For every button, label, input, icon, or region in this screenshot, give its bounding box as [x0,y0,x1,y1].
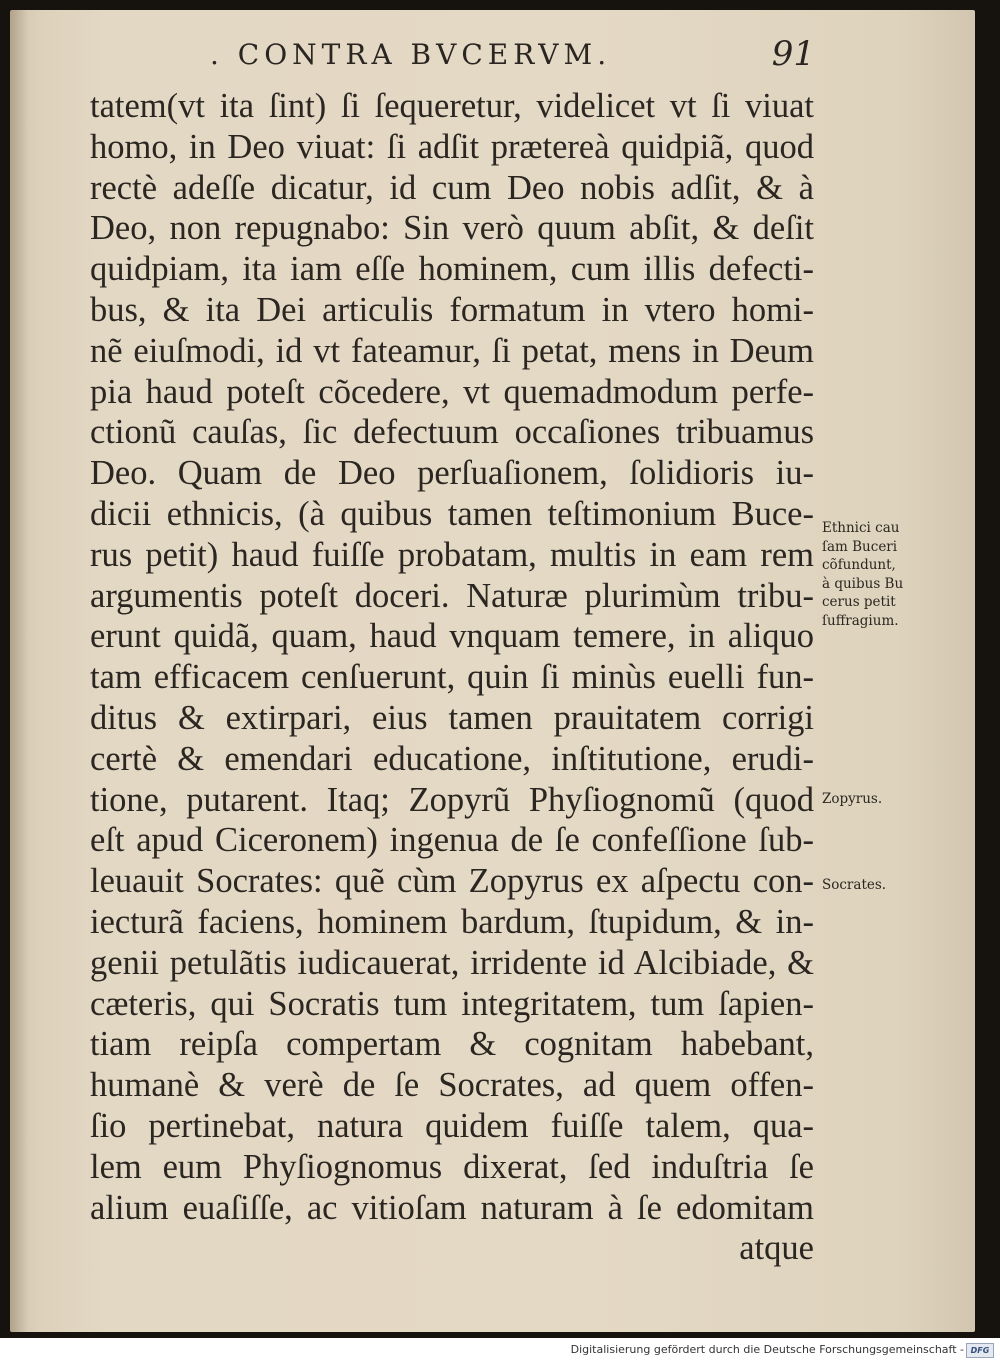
text-line: erunt quidã, quam, haud vnquam temere, in aliquo [90,617,814,656]
running-head: . CONTRA BVCERVM. [210,38,612,71]
text-line: eſt apud Ciceronem) ingenua de ſe confeſſione ſub- [90,821,814,860]
text-line: ditus & extirpari, eius tamen prauitatem corrigi [90,698,814,737]
marginal-line: ſam Buceri [822,538,898,555]
text-line: rectè adeſſe dicatur, id cum Deo nobis adſit, & à [90,168,814,207]
text-line: humanè & verè de ſe Socrates, ad quem offen- [90,1066,814,1105]
text-line: alium euaſiſſe, ac vitioſam naturam à ſe edomitam [90,1188,814,1227]
dfg-logo-icon: DFG [966,1343,994,1358]
text-line: pia haud poteſt cõcedere, vt quemadmodum perfe- [90,372,814,411]
text-line: quidpiam, ita iam eſſe hominem, cum illis defecti- [90,250,814,289]
text-line: bus, & ita Dei articulis formatum in vtero homi- [90,290,814,329]
text-line: certè & emendari educatione, inſtitutione, erudi- [90,739,814,778]
text-line: ſio pertinebat, natura quidem fuiſſe talem, qua- [90,1106,814,1145]
text-line: ctionũ cauſas, ſic defectuum occaſiones tribuamus [90,413,814,452]
text-line: Deo. Quam de Deo perſuaſionem, ſolidioris iu- [90,454,814,493]
book-page [10,10,975,1332]
text-line: tatem(vt ita ſint) ſi ſequeretur, videlicet vt ſi viuat [90,87,814,125]
text-line: Deo, non repugnabo: Sin verò quum abſit, & deſit [90,209,814,248]
text-line: rus petit) haud fuiſſe probatam, multis in eam rem [90,535,814,574]
marginal-note-ethnici [822,519,903,630]
text-line: cæteris, qui Socratis tum integritatem, tum ſapien- [90,984,814,1023]
text-line: leuauit Socrates: quẽ cùm Zopyrus ex aſpectu con- [90,862,814,901]
catchword: atque [739,1229,814,1268]
main-text-block [90,86,814,1269]
marginal-note-socrates: Socrates. [822,877,887,893]
marginal-note-zopyrus: Zopyrus. [822,791,883,807]
funding-credit: Digitalisierung gefördert durch die Deutsche Forschungsgemeinschaft - [570,1343,964,1356]
text-line: tione, putarent. Itaq; Zopyrũ Phyſiognomũ (quod [90,780,814,819]
text-line: tiam reipſa compertam & cognitam habebant, [90,1025,814,1064]
marginal-line: cõfundunt, [822,557,896,573]
text-line: homo, in Deo viuat: ſi adſit prætereà quidpiã, quod [90,127,814,166]
marginal-line: à quibus Bu [822,575,904,592]
text-line: iecturã faciens, hominem bardum, ſtupidum, & in- [90,902,814,941]
text-line: argumentis poteſt doceri. Naturæ plurimùm tribu- [90,576,814,615]
text-line: tam efficacem cenſuerunt, quin ſi minùs euelli fun- [90,658,814,697]
marginal-line: ſuffragium. [822,612,899,629]
text-line: lem eum Phyſiognomus dixerat, ſed induſtria ſe [90,1147,814,1186]
marginal-line: Ethnici cau [822,520,900,536]
marginal-line: cerus petit [822,594,896,610]
footer-bar [0,1338,1000,1363]
text-line: genii petulãtis iudicauerat, irridente id Alcibiade, & [90,943,814,982]
text-line: nẽ eiuſmodi, id vt fateamur, ſi petat, mens in Deum [90,331,814,370]
text-line: dicii ethnicis, (à quibus tamen teſtimonium Buce- [90,494,814,533]
page-number: 91 [771,34,815,74]
